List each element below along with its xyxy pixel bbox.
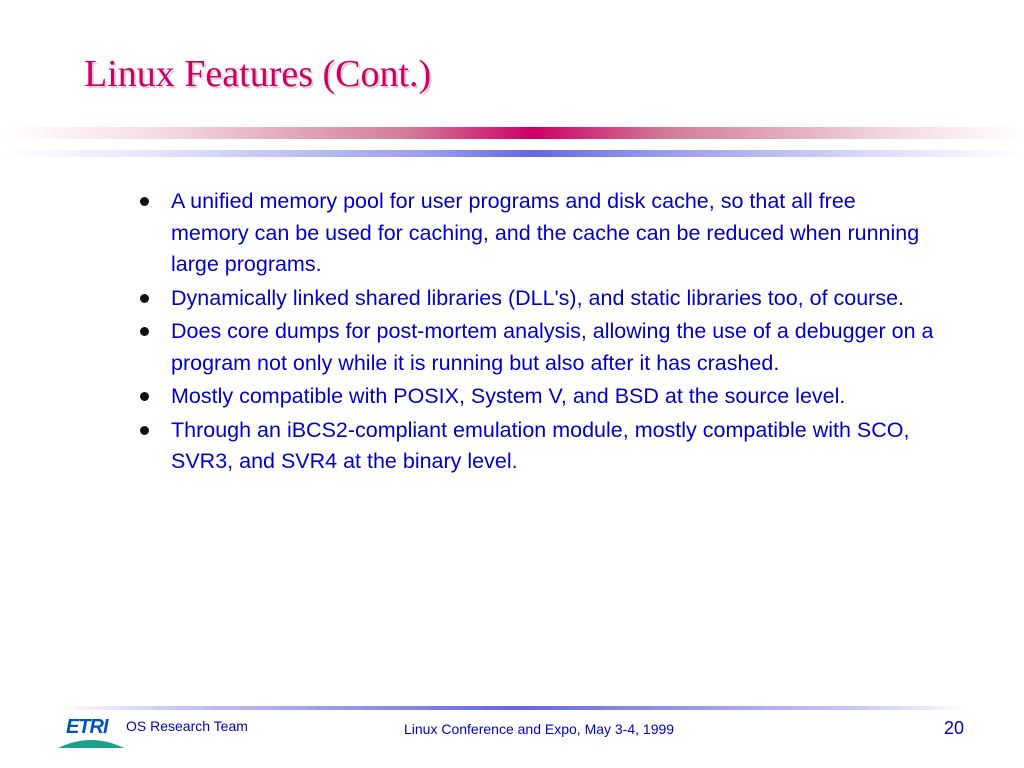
bullet-dot-icon — [140, 327, 149, 336]
logo-swoosh-icon — [58, 736, 124, 748]
bullet-dot-icon — [140, 392, 149, 401]
title-divider-pink — [0, 127, 1024, 139]
bullet-text: Through an iBCS2-compliant emulation module, mostly compatible with SCO, SVR3, and SVR4 at the binary level. — [171, 417, 910, 473]
slide-title: Linux Features (Cont.) — [84, 53, 432, 95]
page-number: 20 — [944, 718, 965, 738]
footer-conference: Linux Conference and Expo, May 3-4, 1999 — [404, 721, 675, 737]
bullet-dot-icon — [140, 197, 149, 206]
bullet-item — [138, 415, 938, 478]
bullet-item — [138, 381, 938, 413]
bullet-item — [138, 186, 938, 281]
bullet-text: Dynamically linked shared libraries (DLL's), and static libraries too, of course. — [171, 285, 905, 310]
bullet-item — [138, 316, 938, 379]
footer-team: OS Research Team — [126, 718, 248, 734]
bullet-dot-icon — [140, 426, 149, 435]
bullet-item — [138, 283, 938, 315]
bullet-text: A unified memory pool for user programs and disk cache, so that all free memory can be used for caching, and the cache can be reduced when running large programs. — [171, 189, 920, 276]
bullet-list — [138, 186, 938, 480]
bullet-text: Mostly compatible with POSIX, System V, and BSD at the source level. — [171, 384, 846, 408]
title-divider-blue — [0, 150, 1024, 157]
etri-logo — [58, 716, 124, 746]
bullet-dot-icon — [140, 294, 149, 303]
bullet-text: Does core dumps for post-mortem analysis, allowing the use of a debugger on a program not only while it is running but also after it has crashed. — [171, 319, 934, 375]
etri-logo-text: ETRI — [66, 716, 108, 738]
footer-divider — [60, 706, 970, 710]
